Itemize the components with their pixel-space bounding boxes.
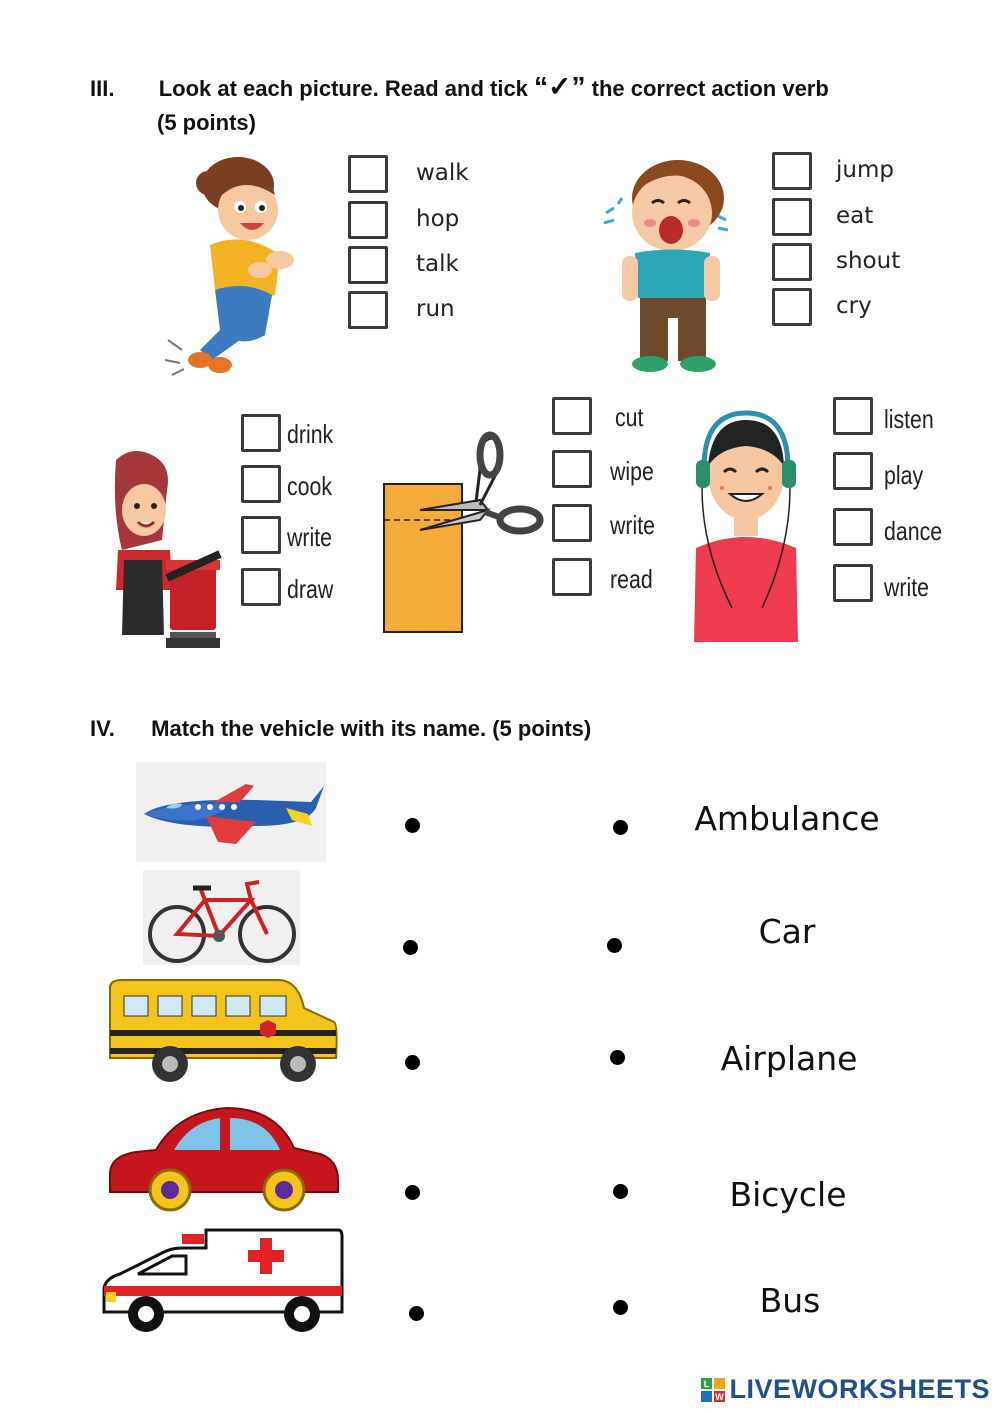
section-3-instruction-start: Look at each picture. Read and tick	[158, 76, 535, 101]
match-dot-left[interactable]	[405, 1185, 420, 1200]
tick-box-write[interactable]	[552, 504, 592, 542]
section-4-number: IV.	[90, 716, 115, 741]
option-label: cut	[615, 402, 644, 432]
tick-box-dance[interactable]	[833, 508, 873, 546]
match-dot-left[interactable]	[403, 940, 418, 955]
tick-box-talk[interactable]	[348, 246, 388, 284]
option-label: walk	[416, 160, 469, 186]
tick-box-run[interactable]	[348, 291, 388, 329]
option-label: jump	[836, 157, 894, 183]
tick-box-listen[interactable]	[833, 397, 873, 435]
option-label: drink	[287, 419, 334, 449]
option-label: draw	[287, 574, 334, 604]
option-label: cry	[836, 293, 872, 319]
tick-symbol: “✓”	[534, 71, 586, 102]
section-3-instruction-end: the correct action verb	[585, 76, 829, 101]
section-3-heading	[90, 70, 829, 103]
scissors-paper-picture	[380, 430, 545, 635]
option-label: read	[610, 564, 653, 594]
tick-box-write[interactable]	[833, 564, 873, 602]
option-label: run	[416, 296, 455, 322]
option-label: talk	[416, 251, 459, 277]
match-dot-left[interactable]	[405, 818, 420, 833]
tick-box-write[interactable]	[241, 516, 281, 554]
option-label: wipe	[610, 456, 654, 486]
tick-box-drink[interactable]	[241, 414, 281, 452]
section-3-number: III.	[90, 76, 115, 101]
section-4-heading	[90, 716, 591, 742]
tick-box-read[interactable]	[552, 558, 592, 596]
tick-box-walk[interactable]	[348, 155, 388, 193]
crying-boy-picture	[600, 158, 740, 376]
match-dot-right[interactable]	[607, 938, 622, 953]
tick-box-eat[interactable]	[772, 198, 812, 236]
option-label: cook	[287, 471, 333, 501]
option-label: write	[287, 522, 333, 552]
logo-letter: W	[715, 1391, 725, 1402]
section-4-instruction: Match the vehicle with its name. (5 points)	[151, 716, 592, 741]
option-label: shout	[836, 248, 901, 274]
airplane-icon	[136, 762, 326, 862]
option-label: dance	[884, 516, 943, 546]
option-label: hop	[416, 206, 460, 232]
tick-box-draw[interactable]	[241, 568, 281, 606]
vehicle-name-airplane: Airplane	[720, 1039, 858, 1078]
match-dot-left[interactable]	[409, 1306, 424, 1321]
match-dot-right[interactable]	[613, 1184, 628, 1199]
vehicle-name-bus: Bus	[759, 1281, 821, 1320]
tick-box-cook[interactable]	[241, 465, 281, 503]
headphones-boy-picture	[692, 408, 800, 644]
option-label: write	[884, 572, 930, 602]
vehicle-name-ambulance: Ambulance	[694, 799, 880, 838]
tick-box-cut[interactable]	[552, 397, 592, 435]
bicycle-icon	[143, 870, 300, 965]
ambulance-icon	[102, 1226, 344, 1334]
bus-icon	[108, 978, 338, 1088]
match-dot-left[interactable]	[405, 1055, 420, 1070]
tick-box-hop[interactable]	[348, 201, 388, 239]
liveworksheets-logo	[701, 1374, 990, 1405]
tick-box-jump[interactable]	[772, 152, 812, 190]
section-3-points: (5 points)	[157, 110, 256, 135]
tick-box-shout[interactable]	[772, 243, 812, 281]
option-label: listen	[884, 404, 934, 434]
option-label: eat	[836, 203, 874, 229]
vehicle-name-bicycle: Bicycle	[729, 1175, 847, 1214]
tick-box-wipe[interactable]	[552, 450, 592, 488]
cooking-woman-picture	[112, 450, 224, 655]
liveworksheets-logo-icon	[701, 1378, 725, 1402]
match-dot-right[interactable]	[613, 820, 628, 835]
option-label: write	[610, 510, 656, 540]
jumping-girl-picture	[160, 155, 310, 380]
vehicle-name-car: Car	[758, 912, 816, 951]
car-icon	[106, 1104, 340, 1212]
match-dot-right[interactable]	[610, 1050, 625, 1065]
match-dot-right[interactable]	[613, 1300, 628, 1315]
tick-box-cry[interactable]	[772, 288, 812, 326]
tick-box-play[interactable]	[833, 452, 873, 490]
brand-name: LIVEWORKSHEETS	[729, 1374, 990, 1404]
option-label: play	[884, 460, 924, 490]
logo-letter: L	[704, 1378, 710, 1389]
